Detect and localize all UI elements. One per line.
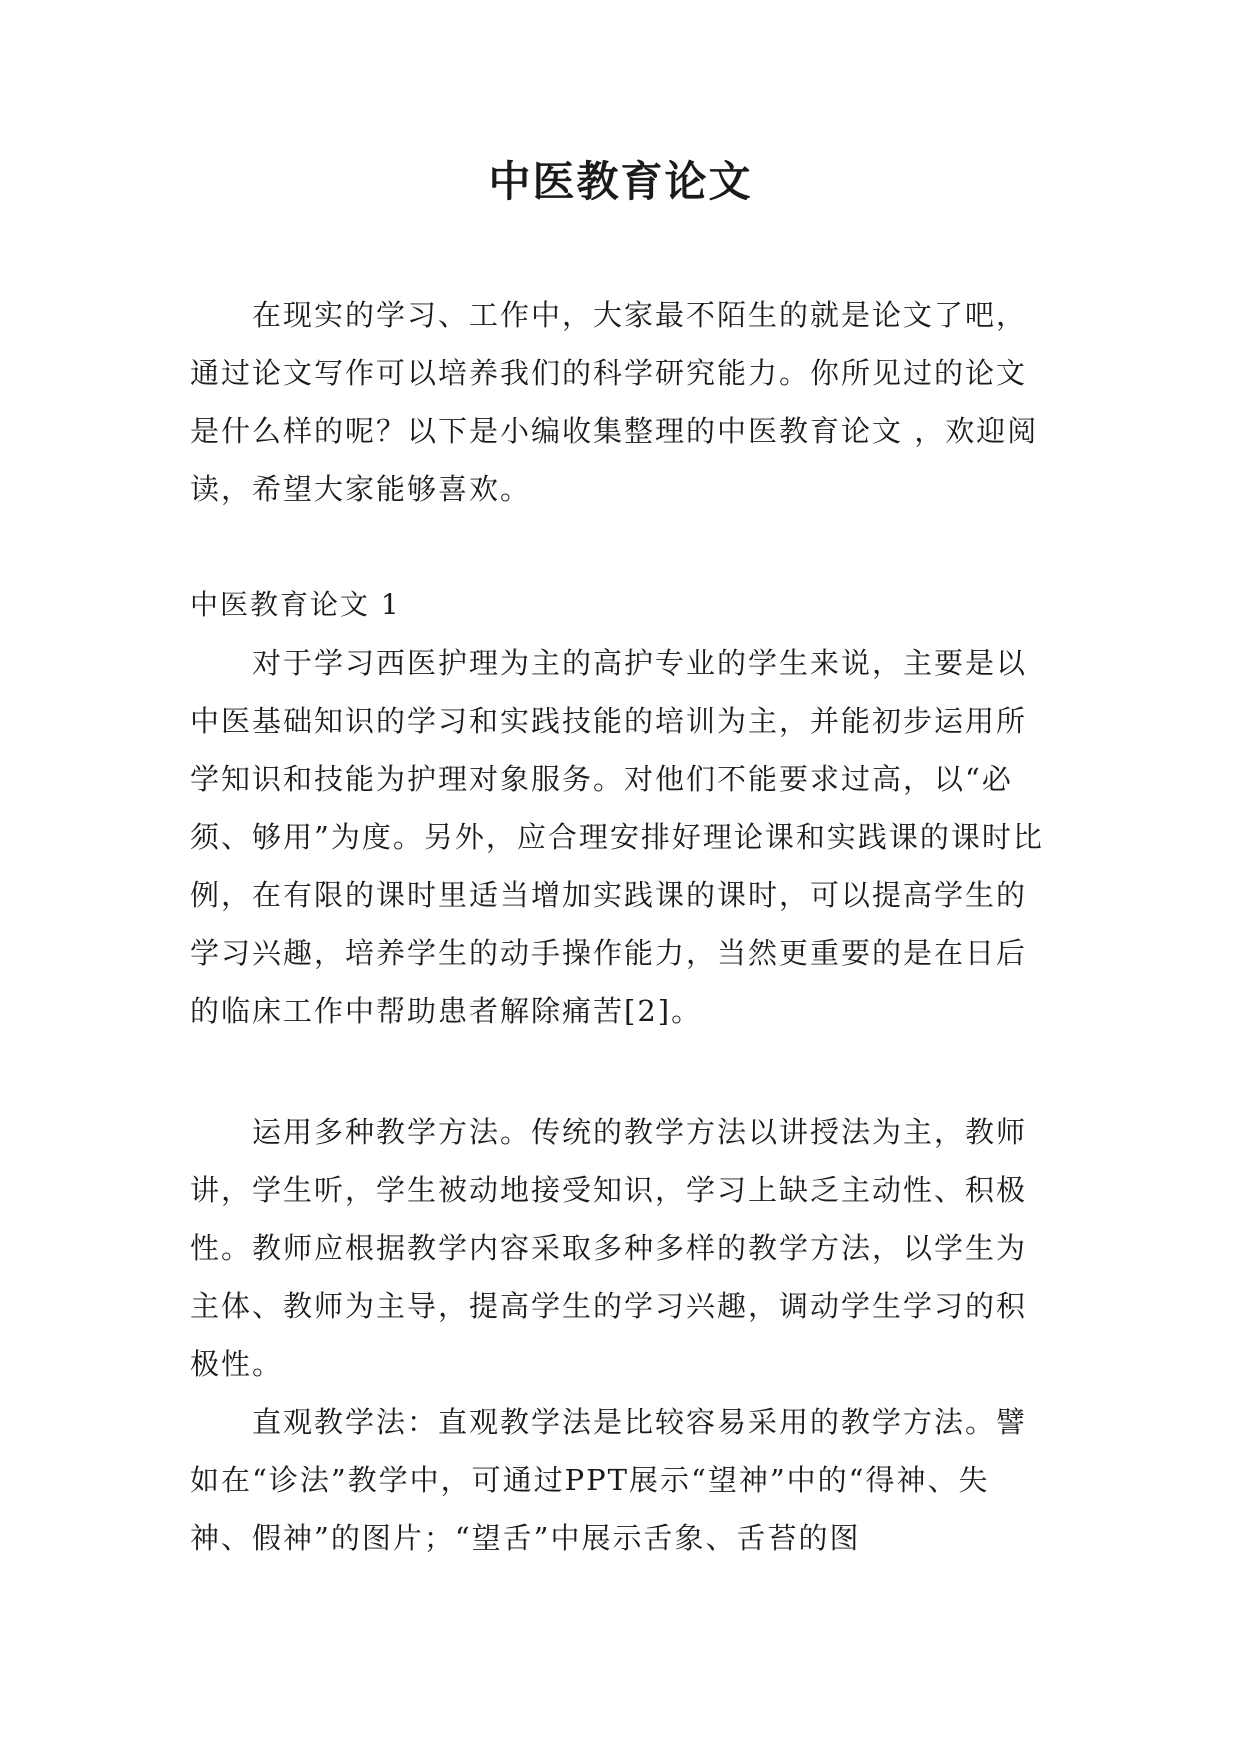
body-paragraph: 运用多种教学方法。传统的教学方法以讲授法为主，教师讲，学生听，学生被动地接受知识，学习上缺乏主动性、积极性。教师应根据教学内容采取多种多样的教学方法，以学生为主体、教师为主导，提高学生的学习兴趣，调动学生学习的积极性。	[190, 1115, 1028, 1381]
document-title: 中医教育论文	[488, 157, 753, 206]
body-paragraph: 直观教学法：直观教学法是比较容易采用的教学方法。譬如在“诊法”教学中，可通过PPT展示“望神”中的“得神、失神、假神”的图片；“望舌”中展示舌象、舌苔的图	[190, 1405, 1028, 1555]
section-heading: 中医教育论文 1	[190, 588, 401, 621]
intro-paragraph: 在现实的学习、工作中，大家最不陌生的就是论文了吧，通过论文写作可以培养我们的科学研究能力。你所见过的论文是什么样的呢？以下是小编收集整理的中医教育论文 ，欢迎阅读，希望大家能够喜欢。	[190, 298, 1039, 506]
body-paragraph: 对于学习西医护理为主的高护专业的学生来说，主要是以中医基础知识的学习和实践技能的培训为主，并能初步运用所学知识和技能为护理对象服务。对他们不能要求过高，以“必须、够用”为度。另外，应合理安排好理论课和实践课的课时比例，在有限的课时里适当增加实践课的课时，可以提高学生的学习兴趣，培养学生的动手操作能力，当然更重要的是在日后的临床工作中帮助患者解除痛苦[2]。	[190, 646, 1044, 1028]
